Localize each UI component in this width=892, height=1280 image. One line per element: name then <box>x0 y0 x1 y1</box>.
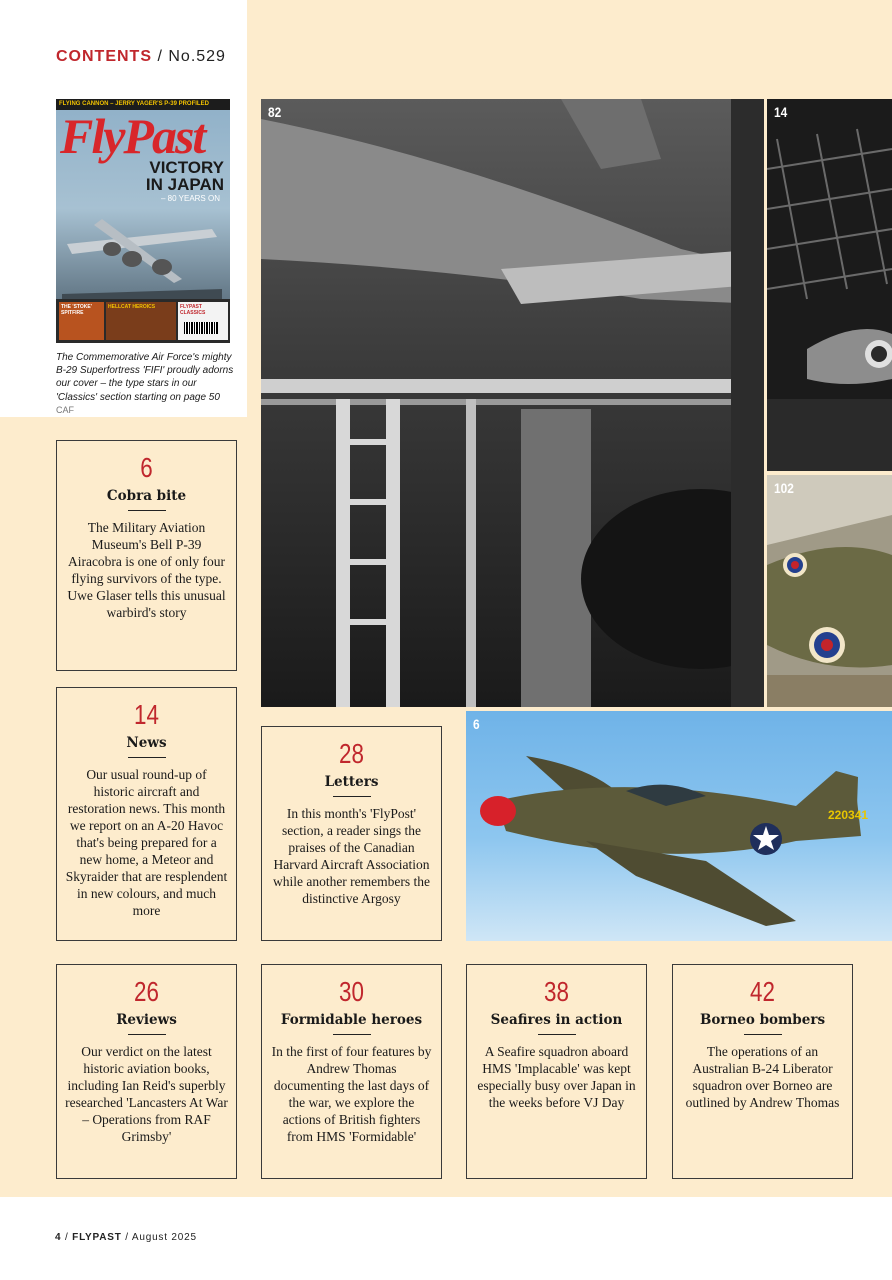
cover-headline <box>146 159 224 193</box>
title-rule <box>128 757 166 758</box>
title-rule <box>128 1034 166 1035</box>
photo-page-number: 102 <box>774 480 794 496</box>
cover-panel-left <box>59 302 104 340</box>
article-box[interactable] <box>56 687 237 941</box>
article-title: Formidable heroes <box>280 1012 423 1028</box>
cover-panel-mid <box>106 302 176 340</box>
article-title: Reviews <box>116 1012 177 1028</box>
article-title: Cobra bite <box>106 488 187 504</box>
article-title: Letters <box>324 774 379 790</box>
cover-top-strip: FLYING CANNON – JERRY YAGER'S P-39 PROFILED <box>56 99 230 110</box>
title-rule <box>128 510 166 511</box>
photo-6[interactable] <box>466 711 892 941</box>
article-summary: The Military Aviation Museum's Bell P-39 Airacobra is one of only four flying survivors of the type. Uwe Glaser tells this unusual warbird's story <box>67 520 226 620</box>
article-summary: In this month's 'FlyPost' section, a reader sings the praises of the Canadian Harvard Aircraft Association while another remembers the distinctive Argosy <box>272 806 431 906</box>
photo-82[interactable] <box>261 99 764 707</box>
article-page-number: 30 <box>339 976 364 1007</box>
article-box[interactable] <box>261 726 442 941</box>
cover-caption <box>56 351 238 417</box>
article-summary: The operations of an Australian B-24 Liberator squadron over Borneo are outlined by Andrew Thomas <box>685 1044 840 1110</box>
article-box[interactable] <box>261 964 442 1179</box>
article-page-number: 42 <box>750 976 775 1007</box>
article-page-number: 14 <box>134 699 159 730</box>
article-page-number: 28 <box>339 738 364 769</box>
article-summary: Our usual round-up of historic aircraft and restoration news. This month we report on an A-20 Havoc that's being prepared for a new home, a Meteor and Skyraider that are resplendent in new colours, and much more <box>65 767 228 918</box>
cover-headline-1: VICTORY <box>149 158 224 177</box>
title-rule <box>538 1034 576 1035</box>
footer-date: August 2025 <box>131 1232 197 1243</box>
cover-logo: FlyPast <box>60 108 205 164</box>
cover-panel-mid-text: HELLCAT HEROICS <box>108 304 156 310</box>
cover-caption-text: The Commemorative Air Force's mighty B-29 Superfortress 'FIFI' proudly adorns our cover – the type stars in our 'Classics' section starting on page 50 <box>56 352 234 403</box>
article-page-number: 26 <box>134 976 159 1007</box>
page-footer <box>55 1232 197 1243</box>
b29-aircraft-illustration <box>62 209 222 299</box>
footer-separator: / <box>64 1232 69 1243</box>
contents-label: CONTENTS <box>56 48 152 65</box>
article-summary: In the first of four features by Andrew Thomas documenting the last days of the war, we explore the actions of British fighters from HMS 'Formidable' <box>271 1044 432 1144</box>
article-box[interactable] <box>56 964 237 1179</box>
article-page-number: 6 <box>140 452 153 483</box>
hangar-photo-illustration <box>261 99 764 707</box>
article-summary: A Seafire squadron aboard HMS 'Implacable' was kept especially busy over Japan in the weeks before VJ Day <box>477 1044 636 1110</box>
magazine-cover[interactable] <box>56 99 230 343</box>
barcode <box>184 322 218 334</box>
photo-page-number: 82 <box>268 104 282 120</box>
footer-page-number: 4 <box>55 1232 62 1243</box>
p39-airacobra-illustration <box>466 711 892 941</box>
issue-number: No.529 <box>168 48 226 65</box>
title-rule <box>333 1034 371 1035</box>
article-box[interactable] <box>56 440 237 671</box>
cover-panel-left-text: THE 'STOKE' SPITFIRE <box>61 304 92 316</box>
article-box[interactable] <box>466 964 647 1179</box>
photo-page-number: 14 <box>774 104 788 120</box>
title-rule <box>333 796 371 797</box>
cover-panel-right <box>178 302 228 340</box>
separator: / <box>157 48 163 65</box>
svg-text:220341: 220341 <box>828 808 869 822</box>
article-page-number: 38 <box>544 976 569 1007</box>
contents-heading <box>56 48 226 66</box>
footer-magazine: FLYPAST <box>72 1232 122 1243</box>
cover-headline-2: IN JAPAN <box>145 175 224 194</box>
photo-14[interactable] <box>767 99 892 471</box>
spitfire-photo-illustration <box>767 475 892 707</box>
photo-102[interactable] <box>767 475 892 707</box>
photo-credit: CAF <box>56 404 74 415</box>
museum-hangar-illustration <box>767 99 892 471</box>
article-title: News <box>126 735 167 751</box>
cover-headline-3: – 80 YEARS ON <box>161 194 220 203</box>
cover-panel-right-text: FLYPAST CLASSICS <box>180 304 206 316</box>
article-box[interactable] <box>672 964 853 1179</box>
title-rule <box>744 1034 782 1035</box>
photo-page-number: 6 <box>473 716 480 732</box>
article-title: Borneo bombers <box>699 1012 826 1028</box>
footer-separator: / <box>125 1232 129 1243</box>
article-title: Seafires in action <box>490 1012 623 1028</box>
article-summary: Our verdict on the latest historic aviation books, including Ian Reid's superbly researched 'Lancasters At War – Operations from RAF Grimsby' <box>65 1044 228 1144</box>
